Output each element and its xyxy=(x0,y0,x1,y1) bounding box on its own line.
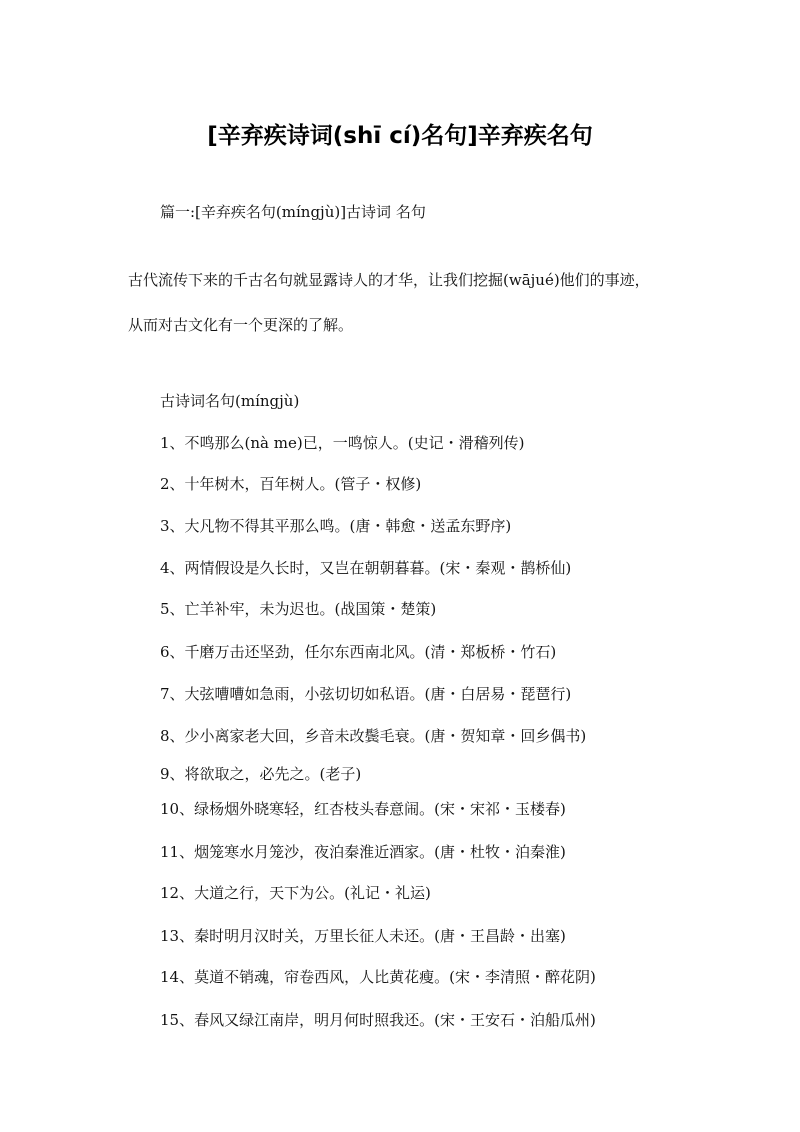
quote-item: 15、春风又绿江南岸，明月何时照我还。(宋・王安石・泊船瓜州) xyxy=(160,1011,596,1029)
document-subtitle: 篇一:[辛弃疾名句(míngjù)]古诗词 名句 xyxy=(160,203,426,221)
quote-item: 9、将欲取之，必先之。(老子) xyxy=(160,765,362,783)
quote-item: 3、大凡物不得其平那么鸣。(唐・韩愈・送孟东野序) xyxy=(160,517,512,535)
quote-item: 5、亡羊补牢，未为迟也。(战国策・楚策) xyxy=(160,600,437,618)
quote-item: 11、烟笼寒水月笼沙，夜泊秦淮近酒家。(唐・杜牧・泊秦淮) xyxy=(160,843,566,861)
quote-item: 13、秦时明月汉时关，万里长征人未还。(唐・王昌龄・出塞) xyxy=(160,927,566,945)
quote-item: 7、大弦嘈嘈如急雨，小弦切切如私语。(唐・白居易・琵琶行) xyxy=(160,685,572,703)
intro-line-1: 古代流传下来的千古名句就显露诗人的才华，让我们挖掘(wājué)他们的事迹， xyxy=(128,271,650,289)
quote-item: 2、十年树木，百年树人。(管子・权修) xyxy=(160,475,422,493)
quote-item: 4、两情假设是久长时，又岂在朝朝暮暮。(宋・秦观・鹊桥仙) xyxy=(160,559,572,577)
intro-line-2: 从而对古文化有一个更深的了解。 xyxy=(128,316,354,334)
section-heading: 古诗词名句(míngjù) xyxy=(160,392,300,410)
intro-paragraph xyxy=(128,268,688,334)
document-title: [辛弃疾诗词(shī cí)名句]辛弃疾名句 xyxy=(207,123,593,149)
quote-item: 14、莫道不销魂，帘卷西风，人比黄花瘦。(宋・李清照・醉花阴) xyxy=(160,968,596,986)
quote-item: 10、绿杨烟外晓寒轻，红杏枝头春意闹。(宋・宋祁・玉楼春) xyxy=(160,800,566,818)
quote-item: 8、少小离家老大回，乡音未改鬓毛衰。(唐・贺知章・回乡偶书) xyxy=(160,727,587,745)
quote-item: 12、大道之行，天下为公。(礼记・礼运) xyxy=(160,884,431,902)
quote-item: 6、千磨万击还坚劲，任尔东西南北风。(清・郑板桥・竹石) xyxy=(160,643,557,661)
quote-item: 1、不鸣那么(nà me)已，一鸣惊人。(史记・滑稽列传) xyxy=(160,434,525,452)
